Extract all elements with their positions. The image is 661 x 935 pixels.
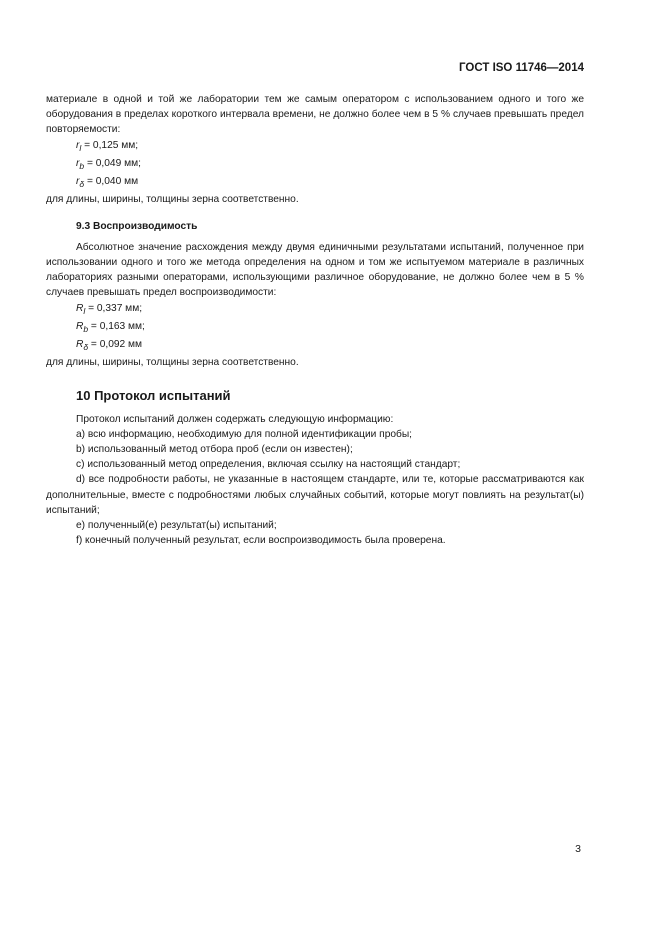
formula-r-width: $r_b = 0,049$ мм; <box>76 157 141 171</box>
protocol-item-b: b) использованный метод отбора проб (если он известен); <box>76 444 353 456</box>
repeatability-outro: для длины, ширины, толщины зерна соответственно. <box>46 194 299 206</box>
protocol-item-a: a) всю информацию, необходимую для полной идентификации пробы; <box>76 428 413 440</box>
protocol-item-e: e) полученный(е) результат(ы) испытаний; <box>76 520 277 532</box>
formula-R-thickness: $R_\delta = 0,092$ мм <box>76 339 143 353</box>
formula-r-length: $r_l = 0,125$ мм; <box>76 139 139 153</box>
document-id: ГОСТ ISO 11746—2014 <box>459 62 584 74</box>
page-number: 3 <box>575 843 581 855</box>
reproducibility-outro: для длины, ширины, толщины зерна соответственно. <box>46 357 299 369</box>
repeatability-intro: материале в одной и той же лаборатории тем же самым оператором с использованием одного и того же оборудования в пределах короткого интервала времени, не должно более чем в 5 % случаев превышать предел повторяемости: <box>46 94 584 136</box>
protocol-item-f: f) конечный полученный результат, если воспроизводимость была проверена. <box>76 535 446 547</box>
protocol-intro: Протокол испытаний должен содержать следующую информацию: <box>76 413 394 425</box>
formula-R-length: $R_l = 0,337$ мм; <box>76 302 143 316</box>
section-9-3-heading: 9.3 Воспроизводимость <box>76 220 198 232</box>
formula-R-width: $R_b = 0,163$ мм; <box>76 320 145 334</box>
reproducibility-intro: Абсолютное значение расхождения между двумя единичными результатами испытаний, полученное при использовании одного и того же метода определения на одном и том же испытуемом материале в различных лабораториях разными операторами, использующими различное оборудование, не должно более чем в 5 % случаев превышать предел воспроизводимости: <box>46 241 584 299</box>
protocol-item-d: d) все подробности работы, не указанные в настоящем стандарте, или те, которые рассматриваются как дополнительные, вместе с подробностями любых случайных событий, которые могут повлиять на результат(ы) испытаний; <box>46 474 584 516</box>
protocol-item-c: c) использованный метод определения, включая ссылку на настоящий стандарт; <box>76 459 461 471</box>
page-content <box>46 92 584 548</box>
formula-r-thickness: $r_\delta = 0,040$ мм <box>76 176 139 190</box>
section-10-heading: 10 Протокол испытаний <box>76 388 231 404</box>
